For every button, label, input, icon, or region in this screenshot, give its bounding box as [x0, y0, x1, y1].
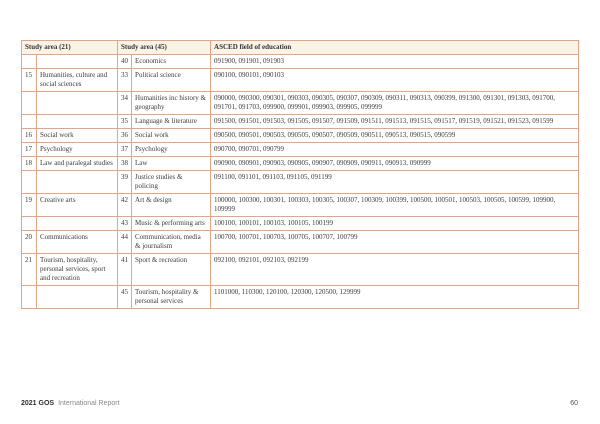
- study-area-21-name-cell: Humanities, culture and social sciences: [37, 69, 118, 92]
- study-area-45-name-cell: Sport & recreation: [132, 254, 211, 286]
- study-area-45-number-cell: 38: [118, 157, 132, 171]
- study-area-21-name-cell: [37, 286, 118, 309]
- asced-codes-cell: 092100, 092101, 092103, 092199: [211, 254, 579, 286]
- asced-codes-cell: 091900, 091901, 091903: [211, 55, 579, 69]
- study-area-45-name-cell: Music & performing arts: [132, 217, 211, 231]
- table-row: [22, 115, 579, 129]
- study-area-45-number-cell: 45: [118, 286, 132, 309]
- study-area-21-name-cell: [37, 115, 118, 129]
- footer-document-title: 2021 GOS: [21, 400, 55, 407]
- study-area-21-number-cell: 17: [22, 143, 37, 157]
- asced-codes-cell: 090700, 090701, 090799: [211, 143, 579, 157]
- table-row: [22, 254, 579, 286]
- table-row: [22, 92, 579, 115]
- table-header: [22, 41, 579, 55]
- study-area-45-number-cell: 36: [118, 129, 132, 143]
- study-area-45-number-cell: 40: [118, 55, 132, 69]
- study-area-45-number-cell: 34: [118, 92, 132, 115]
- study-area-45-number-cell: 33: [118, 69, 132, 92]
- table-row: [22, 171, 579, 194]
- column-header-asced: ASCED field of education: [211, 41, 579, 55]
- asced-codes-cell: 100100, 100101, 100103, 100105, 100199: [211, 217, 579, 231]
- table-row: [22, 194, 579, 217]
- study-area-45-name-cell: Psychology: [132, 143, 211, 157]
- study-area-45-name-cell: Art & design: [132, 194, 211, 217]
- column-header-study-area-45: Study area (45): [118, 41, 211, 55]
- table-header-row: [22, 41, 579, 55]
- study-area-45-name-cell: Language & literature: [132, 115, 211, 129]
- study-area-21-name-cell: [37, 217, 118, 231]
- study-area-45-number-cell: 39: [118, 171, 132, 194]
- table-row: [22, 231, 579, 254]
- table-row: [22, 286, 579, 309]
- study-area-45-name-cell: Law: [132, 157, 211, 171]
- study-area-21-number-cell: [22, 286, 37, 309]
- study-area-45-name-cell: Economics: [132, 55, 211, 69]
- study-area-45-name-cell: Justice studies & policing: [132, 171, 211, 194]
- page-footer: [21, 399, 578, 408]
- asced-codes-cell: 090100, 090101, 090103: [211, 69, 579, 92]
- study-area-21-number-cell: [22, 115, 37, 129]
- study-area-45-name-cell: Political science: [132, 69, 211, 92]
- study-area-21-number-cell: 20: [22, 231, 37, 254]
- asced-codes-cell: 090500, 090501, 090503, 090505, 090507, 090509, 090511, 090513, 090515, 090599: [211, 129, 579, 143]
- asced-codes-cell: 090000, 090300, 090301, 090303, 090305, 090307, 090309, 090311, 090313, 090399, 091300, 091301, 091303, 091700, 091701, 091703, 099900, 099901, 099903, 099905, 099999: [211, 92, 579, 115]
- study-area-45-name-cell: Social work: [132, 129, 211, 143]
- asced-codes-cell: 1101000, 110300, 120100, 120300, 120500, 129999: [211, 286, 579, 309]
- study-area-45-number-cell: 37: [118, 143, 132, 157]
- study-area-21-number-cell: 16: [22, 129, 37, 143]
- study-area-45-number-cell: 44: [118, 231, 132, 254]
- page-number: 60: [570, 400, 578, 407]
- study-area-21-name-cell: [37, 171, 118, 194]
- study-area-21-number-cell: [22, 55, 37, 69]
- table-row: [22, 217, 579, 231]
- asced-codes-cell: 100000, 100300, 100301, 100303, 100305, 100307, 100309, 100399, 100500, 100501, 100503, 100505, 100599, 109900, 109999: [211, 194, 579, 217]
- study-area-mapping-table: [21, 40, 579, 309]
- study-area-45-name-cell: Tourism, hospitality & personal services: [132, 286, 211, 309]
- asced-codes-cell: 100700, 100701, 100703, 100705, 100707, 100799: [211, 231, 579, 254]
- study-area-45-name-cell: Communication, media & journalism: [132, 231, 211, 254]
- study-area-21-number-cell: 19: [22, 194, 37, 217]
- study-area-45-number-cell: 41: [118, 254, 132, 286]
- study-area-21-name-cell: Tourism, hospitality, personal services, sport and recreation: [37, 254, 118, 286]
- table-row: [22, 143, 579, 157]
- study-area-21-number-cell: 18: [22, 157, 37, 171]
- asced-codes-cell: 091500, 091501, 091503, 091505, 091507, 091509, 091511, 091513, 091515, 091517, 091519, 091521, 091523, 091599: [211, 115, 579, 129]
- table-row: [22, 69, 579, 92]
- table-row: [22, 55, 579, 69]
- study-area-45-name-cell: Humanities inc history & geography: [132, 92, 211, 115]
- study-area-21-number-cell: [22, 217, 37, 231]
- study-area-45-number-cell: 35: [118, 115, 132, 129]
- study-area-21-name-cell: Social work: [37, 129, 118, 143]
- table-row: [22, 129, 579, 143]
- study-area-21-name-cell: Communications: [37, 231, 118, 254]
- footer-document-subtitle: International Report: [58, 400, 120, 407]
- study-area-21-name-cell: Creative arts: [37, 194, 118, 217]
- study-area-21-name-cell: [37, 55, 118, 69]
- study-area-21-name-cell: Psychology: [37, 143, 118, 157]
- table-row: [22, 157, 579, 171]
- study-area-45-number-cell: 42: [118, 194, 132, 217]
- study-area-21-number-cell: 21: [22, 254, 37, 286]
- study-area-21-number-cell: [22, 92, 37, 115]
- asced-codes-cell: 091100, 091101, 091103, 091105, 091199: [211, 171, 579, 194]
- asced-codes-cell: 090900, 090901, 090903, 090905, 090907, 090909, 090911, 090913, 090999: [211, 157, 579, 171]
- table-body: [22, 55, 579, 309]
- study-area-45-number-cell: 43: [118, 217, 132, 231]
- study-area-21-name-cell: Law and paralegal studies: [37, 157, 118, 171]
- study-area-21-number-cell: 15: [22, 69, 37, 92]
- study-area-21-name-cell: [37, 92, 118, 115]
- column-header-study-area-21: Study area (21): [22, 41, 118, 55]
- study-area-21-number-cell: [22, 171, 37, 194]
